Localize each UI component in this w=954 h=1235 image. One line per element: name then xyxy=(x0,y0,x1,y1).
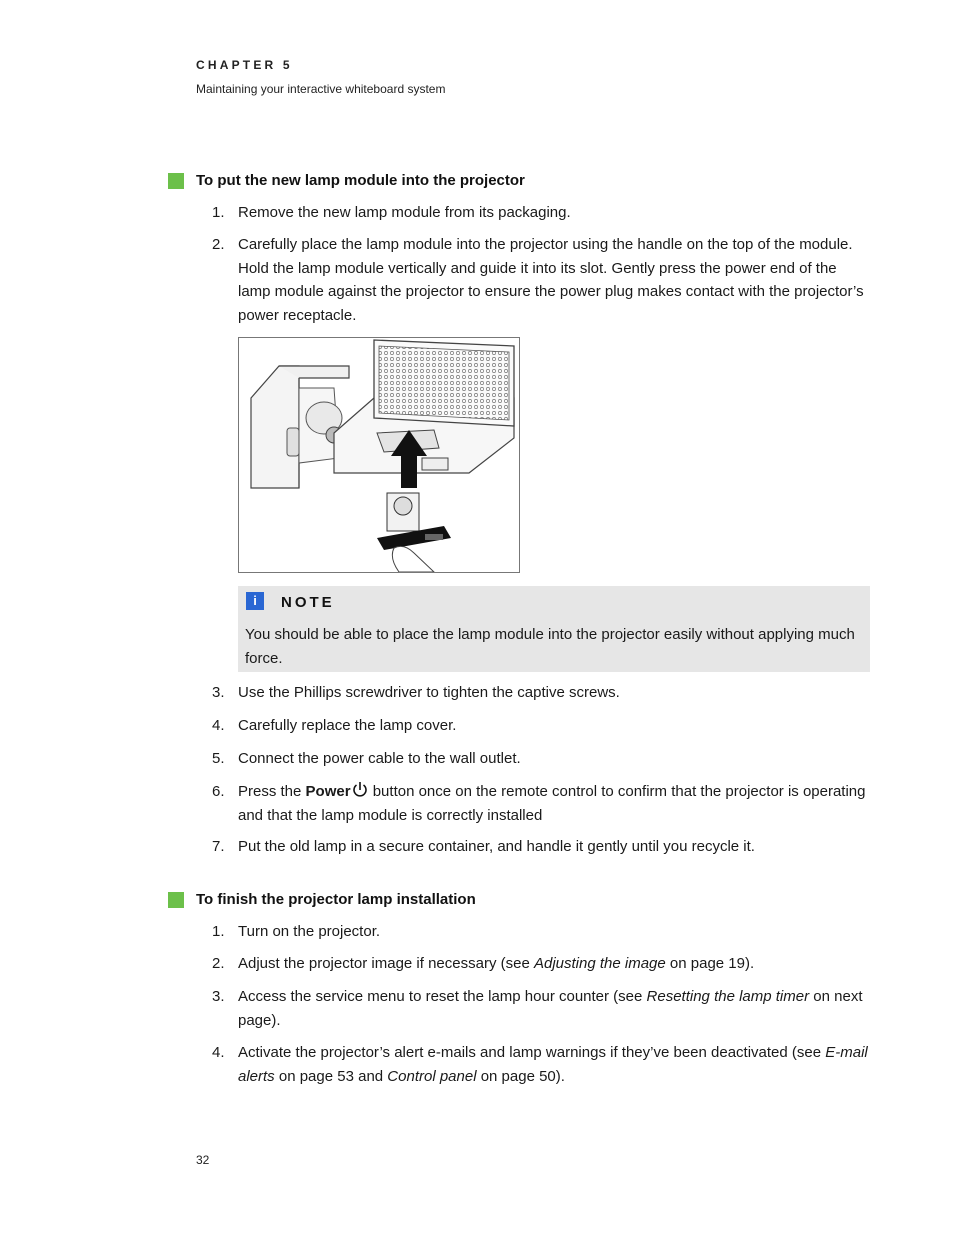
step-number: 4. xyxy=(212,1044,225,1061)
step-text xyxy=(238,985,872,1032)
power-button-label: Power xyxy=(305,783,351,800)
chapter-heading: CHAPTER 5 xyxy=(196,58,293,72)
cross-reference-link[interactable]: Control panel xyxy=(387,1067,477,1085)
step-text-part: on page 19). xyxy=(665,955,755,972)
list-item xyxy=(212,681,872,705)
note-box xyxy=(238,586,870,672)
step-number: 3. xyxy=(212,684,225,701)
cross-reference-link[interactable]: Adjusting the image xyxy=(533,955,666,972)
step-number: 2. xyxy=(212,955,225,972)
step-number: 1. xyxy=(212,923,225,940)
step-text-part: Press the xyxy=(238,783,306,800)
list-item xyxy=(212,233,872,327)
section-title-text: To finish the projector lamp installation xyxy=(196,891,476,908)
note-title: NOTE xyxy=(281,594,335,611)
step-text-part: Access the service menu to reset the lamp hour counter (see xyxy=(238,988,647,1005)
list-item xyxy=(212,201,872,225)
step-number: 2. xyxy=(212,236,225,253)
step-number: 7. xyxy=(212,838,225,855)
list-item xyxy=(212,747,872,771)
step-text-part: on page 50). xyxy=(476,1067,565,1085)
list-item xyxy=(212,714,872,738)
step-text: Put the old lamp in a secure container, and handle it gently until you recycle it. xyxy=(238,838,755,855)
power-icon xyxy=(352,781,368,798)
step-number: 5. xyxy=(212,750,225,767)
list-item xyxy=(212,780,872,827)
chapter-subtitle: Maintaining your interactive whiteboard system xyxy=(196,82,446,96)
step-text: Use the Phillips screwdriver to tighten the captive screws. xyxy=(238,684,620,701)
cross-reference-link[interactable]: Resetting the lamp timer xyxy=(646,988,810,1005)
step-text-part: on page 53 and xyxy=(274,1067,388,1085)
section-title-finish-install xyxy=(168,891,476,908)
step-text: Remove the new lamp module from its packaging. xyxy=(238,204,571,221)
list-item xyxy=(212,920,872,944)
step-number: 3. xyxy=(212,988,225,1005)
step-text-part: Adjust the projector image if necessary (see xyxy=(238,955,534,972)
section-marker-icon xyxy=(168,173,184,189)
note-text: You should be able to place the lamp module into the projector easily without applying much force. xyxy=(245,626,855,667)
step-number: 1. xyxy=(212,204,225,221)
section-title-install-lamp xyxy=(168,172,525,189)
projector-lamp-drawing xyxy=(239,338,519,572)
list-item xyxy=(212,835,872,859)
step-text: Carefully place the lamp module into the projector using the handle on the top of the module. Hold the lamp module vertically and guide it into its slot. Gently press the power end of the lamp module against the projector to ensure the power plug makes contact with the projector’s power receptacle. xyxy=(238,236,864,324)
page-number: 32 xyxy=(196,1153,210,1167)
step-text: Carefully replace the lamp cover. xyxy=(238,717,457,734)
list-item xyxy=(212,952,872,976)
step-number: 4. xyxy=(212,717,225,734)
section-title-text: To put the new lamp module into the projector xyxy=(196,172,525,189)
step-text xyxy=(238,952,872,976)
step-text: Turn on the projector. xyxy=(238,923,381,940)
step-text xyxy=(238,780,872,827)
step-text: Connect the power cable to the wall outlet. xyxy=(238,750,521,767)
cross-reference-link[interactable]: E-mail alerts xyxy=(238,1044,868,1085)
list-item xyxy=(212,985,872,1032)
step-text xyxy=(238,1041,872,1088)
section-marker-icon xyxy=(168,892,184,908)
step-text-part: on next page). xyxy=(238,988,863,1029)
list-item xyxy=(212,1041,872,1088)
step-text-part: button once on the remote control to confirm that the projector is operating and that the lamp module is correctly installed xyxy=(238,783,866,824)
step-text-part: Activate the projector’s alert e-mails and lamp warnings if they’ve been deactivated (see xyxy=(238,1044,826,1061)
step-number: 6. xyxy=(212,783,225,800)
lamp-installation-illustration xyxy=(238,337,520,573)
info-icon: i xyxy=(246,592,264,610)
